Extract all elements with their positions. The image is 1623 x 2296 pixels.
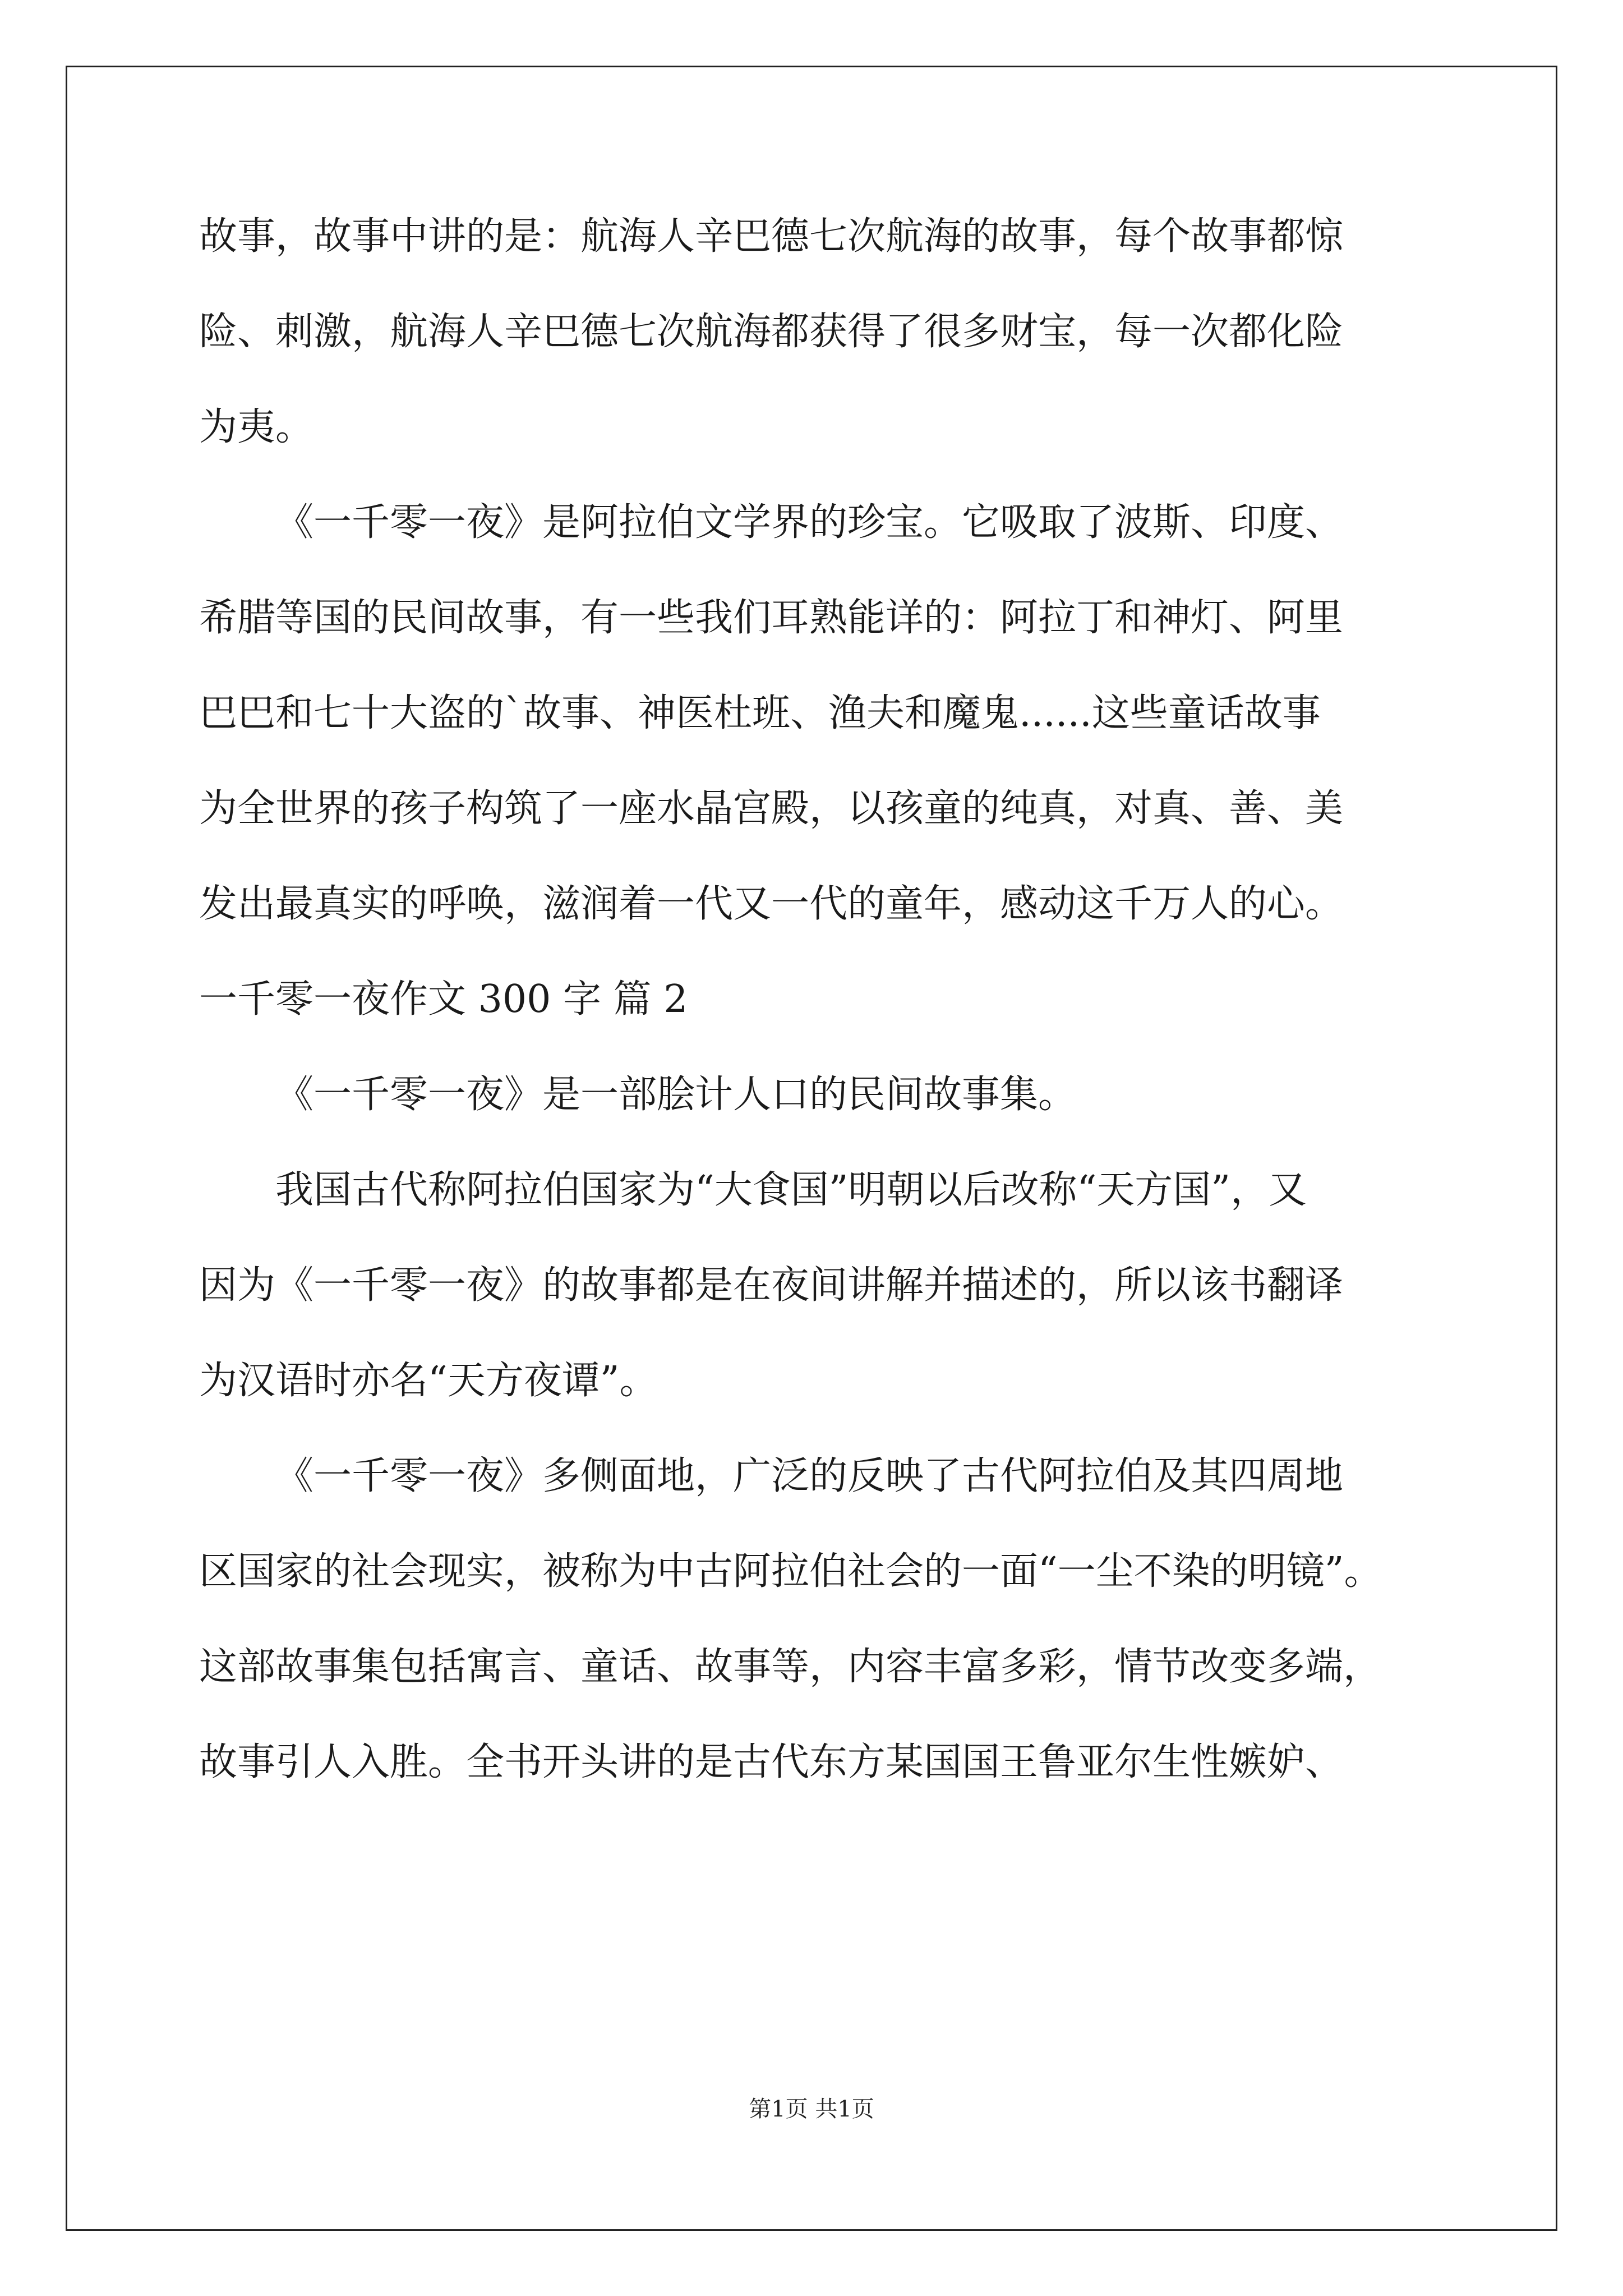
paragraph-start: 《一千零一夜》是阿拉伯文学界的珍宝。它吸取了波斯、印度、	[275, 500, 1344, 545]
text-line: 区国家的社会现实，被称为中古阿拉伯社会的一面“一尘不染的明镜”。	[199, 1549, 1382, 1594]
text-line: 发出最真实的呼唤，滋润着一代又一代的童年，感动这千万人的心。	[199, 882, 1344, 926]
page-footer: 第1页 共1页	[749, 2096, 874, 2122]
paragraph-start: 《一千零一夜》多侧面地，广泛的反映了古代阿拉伯及其四周地	[275, 1454, 1344, 1498]
paragraph-start: 《一千零一夜》是一部脍计人口的民间故事集。	[275, 1073, 1077, 1117]
text-line: 因为《一千零一夜》的故事都是在夜间讲解并描述的，所以该书翻译	[199, 1263, 1344, 1308]
paragraph-start: 我国古代称阿拉伯国家为“大食国”明朝以后改称“天方国”，又	[275, 1168, 1307, 1212]
page-border	[66, 66, 1557, 2231]
text-line: 这部故事集包括寓言、童话、故事等，内容丰富多彩，情节改变多端，	[199, 1645, 1382, 1689]
text-line: 为夷。	[199, 405, 314, 449]
section-heading: 一千零一夜作文 300 字 篇 2	[199, 977, 688, 1022]
text-line: 希腊等国的民间故事，有一些我们耳熟能详的：阿拉丁和神灯、阿里	[199, 596, 1344, 640]
text-line: 险、刺激，航海人辛巴德七次航海都获得了很多财宝，每一次都化险	[199, 310, 1344, 354]
text-line: 为汉语时亦名“天方夜谭”。	[199, 1359, 658, 1403]
text-line: 故事引人入胜。全书开头讲的是古代东方某国国王鲁亚尔生性嫉妒、	[199, 1740, 1344, 1784]
text-line: 巴巴和七十大盗的`故事、神医杜班、渔夫和魔鬼......这些童话故事	[199, 691, 1321, 735]
text-line: 为全世界的孩子构筑了一座水晶宫殿，以孩童的纯真，对真、善、美	[199, 786, 1344, 831]
text-line: 故事，故事中讲的是：航海人辛巴德七次航海的故事，每个故事都惊	[199, 214, 1344, 259]
